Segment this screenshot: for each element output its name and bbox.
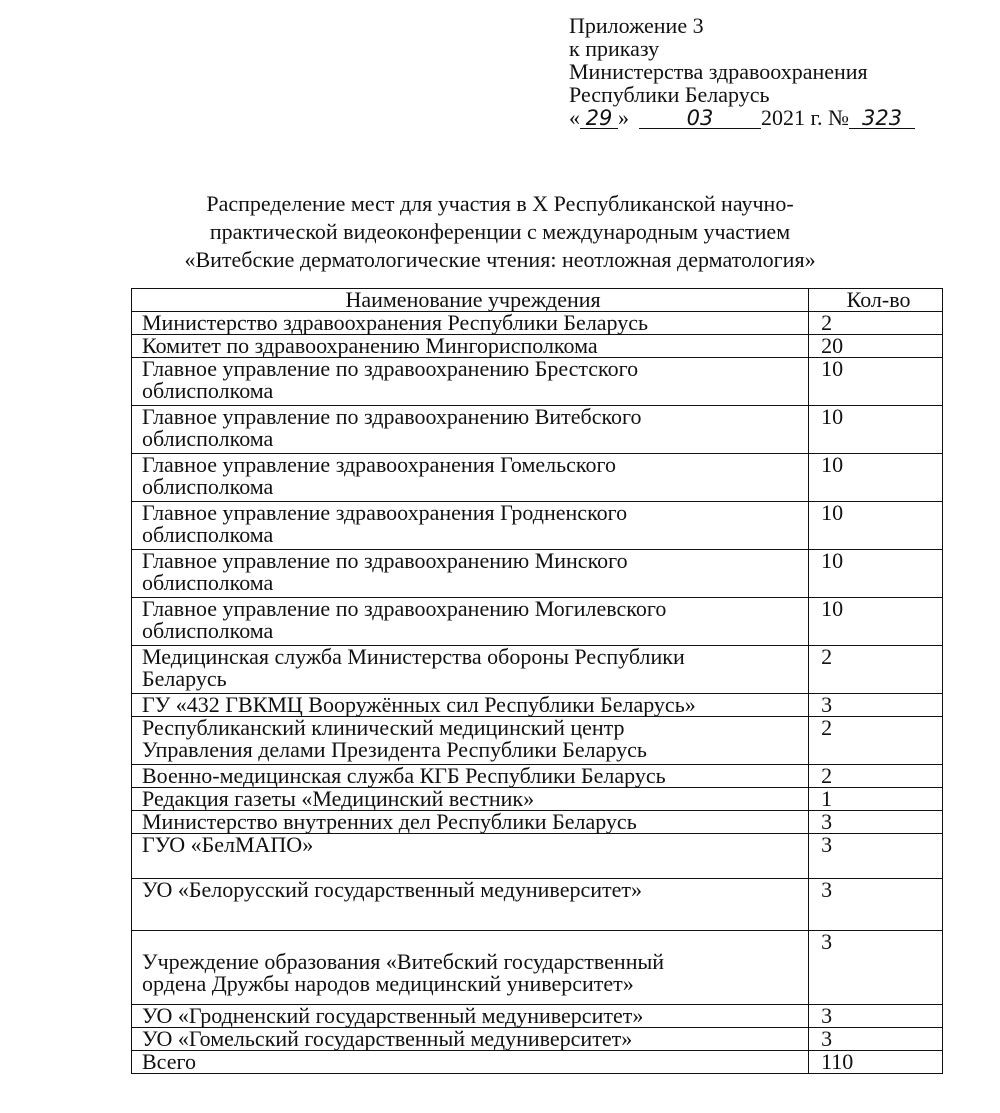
institution-name-line: Комитет по здравоохранению Мингорисполкома <box>142 333 598 358</box>
table-row <box>132 550 943 598</box>
institution-name-line: ГУ «432 ГВКМЦ Вооружённых сил Республики Беларусь» <box>142 692 696 717</box>
institution-name-line: Беларусь <box>142 666 227 691</box>
quantity-cell: 10 <box>809 598 943 646</box>
institution-name-line: УО «Гродненский государственный медуниверситет» <box>142 1003 644 1028</box>
institution-cell <box>132 335 809 358</box>
institution-cell <box>132 646 809 694</box>
institution-name-line: Главное управление по здравоохранению Витебского <box>142 404 642 429</box>
institution-cell <box>132 811 809 834</box>
quote-close: » <box>618 105 629 130</box>
table-row <box>132 335 943 358</box>
quantity-cell: 1 <box>809 788 943 811</box>
institution-name-line: Главное управление здравоохранения Гомельского <box>142 452 616 477</box>
quantity-cell: 3 <box>809 694 943 717</box>
appendix-block <box>569 14 915 129</box>
institution-cell <box>132 1005 809 1028</box>
appendix-line-4: Республики Беларусь <box>569 82 770 107</box>
institution-name-line: Редакция газеты «Медицинский вестник» <box>142 786 535 811</box>
table-row <box>132 1028 943 1051</box>
institution-name-line: Главное управление по здравоохранению Брестского <box>142 356 639 381</box>
quantity-cell: 2 <box>809 765 943 788</box>
distribution-table <box>131 288 943 1074</box>
institution-cell <box>132 1028 809 1051</box>
quantity-cell: 10 <box>809 550 943 598</box>
quantity-cell: 3 <box>809 931 943 1005</box>
table-row <box>132 312 943 335</box>
table-row <box>132 598 943 646</box>
institution-cell <box>132 454 809 502</box>
institution-cell <box>132 312 809 335</box>
institution-cell <box>132 879 809 931</box>
order-year-text: 2021 г. № <box>761 105 850 130</box>
table-row <box>132 1005 943 1028</box>
institution-name-line: Учреждение образования «Витебский государственный <box>142 949 665 974</box>
table-row <box>132 811 943 834</box>
appendix-line-2: к приказу <box>569 36 660 61</box>
table-row <box>132 646 943 694</box>
institution-name-line: облисполкома <box>142 570 274 595</box>
institution-name-line: Республиканский клинический медицинский центр <box>142 715 625 740</box>
total-row <box>132 1051 943 1074</box>
table-row <box>132 454 943 502</box>
institution-name-line: Главное управление здравоохранения Гродненского <box>142 500 628 525</box>
quantity-cell: 3 <box>809 834 943 879</box>
title-line-3: «Витебские дерматологические чтения: неотложная дерматология» <box>184 247 816 272</box>
order-date-line <box>569 106 915 129</box>
institution-name-line: УО «Гомельский государственный медуниверситет» <box>142 1026 633 1051</box>
institution-name-line: Главное управление по здравоохранению Минского <box>142 548 628 573</box>
quantity-cell: 10 <box>809 406 943 454</box>
institution-cell <box>132 931 809 1005</box>
institution-cell <box>132 788 809 811</box>
table-row <box>132 879 943 931</box>
institution-name-line: Управления делами Президента Республики Беларусь <box>142 737 647 762</box>
quantity-cell: 2 <box>809 646 943 694</box>
institution-name-line: Главное управление по здравоохранению Могилевского <box>142 596 667 621</box>
institution-cell <box>132 765 809 788</box>
table-header-row <box>132 289 943 312</box>
institution-name-line: Министерство внутренних дел Республики Беларусь <box>142 809 637 834</box>
appendix-line-1: Приложение 3 <box>569 13 704 38</box>
institution-cell <box>132 834 809 879</box>
institution-name-line: ордена Дружбы народов медицинский университет» <box>142 971 634 996</box>
table-row <box>132 406 943 454</box>
quantity-cell: 20 <box>809 335 943 358</box>
order-month: 03 <box>639 108 761 129</box>
quantity-cell: 3 <box>809 879 943 931</box>
quantity-cell: 10 <box>809 358 943 406</box>
institution-name-line: Министерство здравоохранения Республики Беларусь <box>142 310 649 335</box>
table-row <box>132 694 943 717</box>
total-quantity: 110 <box>809 1051 943 1074</box>
institution-cell <box>132 406 809 454</box>
institution-name-line: Медицинская служба Министерства обороны Республики <box>142 644 685 669</box>
appendix-line-3: Министерства здравоохранения <box>569 59 868 84</box>
table-row <box>132 931 943 1005</box>
header-quantity: Кол-во <box>809 289 943 312</box>
order-number: 323 <box>849 108 915 129</box>
title-line-2: практической видеоконференции с международным участием <box>209 219 791 244</box>
quantity-cell: 10 <box>809 454 943 502</box>
table-row <box>132 765 943 788</box>
institution-cell <box>132 717 809 765</box>
institution-name-line: облисполкома <box>142 474 274 499</box>
institution-cell <box>132 550 809 598</box>
institution-cell <box>132 358 809 406</box>
institution-name-line: облисполкома <box>142 426 274 451</box>
institution-name-line: облисполкома <box>142 378 274 403</box>
quantity-cell: 3 <box>809 811 943 834</box>
quote-open: « <box>569 105 580 130</box>
order-day: 29 <box>580 108 618 129</box>
institution-name-line: УО «Белорусский государственный медуниверситет» <box>142 877 642 902</box>
table-row <box>132 502 943 550</box>
institution-cell <box>132 598 809 646</box>
institution-name-line: ГУО «БелМАПО» <box>142 832 314 857</box>
document-title <box>0 190 1000 274</box>
institution-name-line: Военно-медицинская служба КГБ Республики Беларусь <box>142 763 666 788</box>
table-row <box>132 717 943 765</box>
quantity-cell: 2 <box>809 312 943 335</box>
table-row <box>132 834 943 879</box>
header-institution: Наименование учреждения <box>132 289 809 312</box>
quantity-cell: 10 <box>809 502 943 550</box>
table-row <box>132 358 943 406</box>
quantity-cell: 2 <box>809 717 943 765</box>
quantity-cell: 3 <box>809 1028 943 1051</box>
institution-name-line: облисполкома <box>142 618 274 643</box>
total-label: Всего <box>132 1051 809 1074</box>
title-line-1: Распределение мест для участия в X Республиканской научно- <box>206 191 794 216</box>
quantity-cell: 3 <box>809 1005 943 1028</box>
table-row <box>132 788 943 811</box>
institution-cell <box>132 694 809 717</box>
institution-cell <box>132 502 809 550</box>
institution-name-line: облисполкома <box>142 522 274 547</box>
